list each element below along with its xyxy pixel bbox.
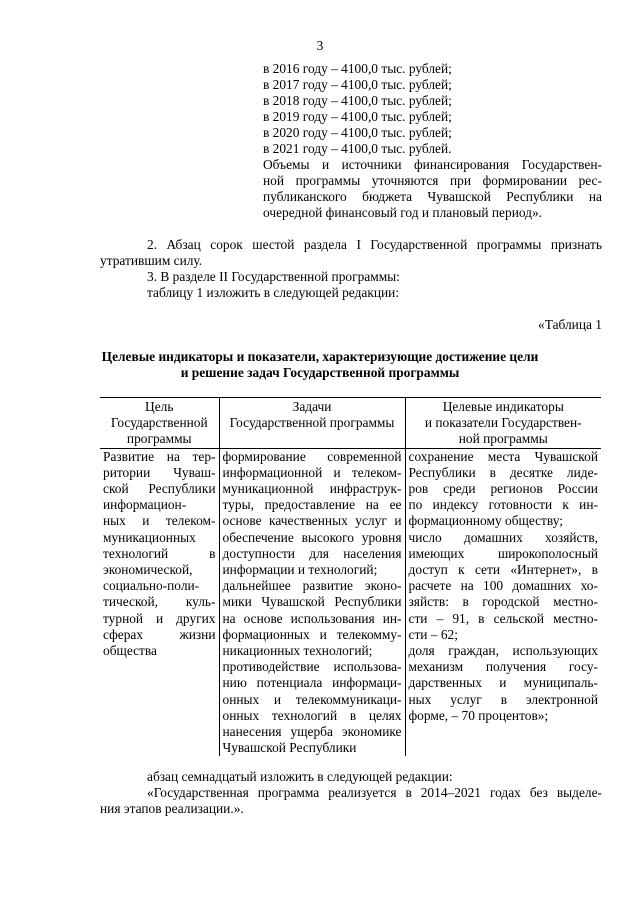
header-line: Государственной программы [229,415,395,431]
paragraph-3-line: таблицу 1 изложить в следующей редакции: [147,285,400,300]
cell-line: доля граждан, использующих [408,643,598,659]
cell-line: механизм получения госу- [408,659,598,675]
cell-line: нанесения ущерба экономике [222,724,402,740]
header-goal [100,398,219,449]
header-line: программы [126,431,192,447]
cell-line: онных технологий в целях [222,707,402,723]
cell-line: ритории Чуваш- [103,464,216,480]
cell-line: онных и телекоммуникаци- [222,691,402,707]
paragraph-2-line: 2. Абзац сорок шестой раздела I Государственной программы признать [147,237,602,252]
header-line: Задачи [292,399,332,414]
cell-line: ской Республики [103,481,216,497]
cell-line: турной и других [103,610,216,626]
cell-line: информацион- [103,497,187,513]
cell-line: форме, – 70 процентов»; [408,707,549,723]
year-line: в 2017 году – 4100,0 тыс. рублей; [263,77,452,92]
cell-goal [100,448,219,756]
cell-line: муникационной инфраструк- [222,481,402,497]
cell-line: Чувашской Республики [222,740,357,756]
cell-line: число домашних хозяйств, [408,529,598,545]
year-line: в 2021 году – 4100,0 тыс. рублей. [263,141,452,156]
cell-tasks [219,448,405,756]
cell-line: Республики в десятке лиде- [408,464,598,480]
cell-line: зяйств: в городской местно- [408,594,598,610]
table-title: и решение задач Государственной программы [180,365,460,380]
cell-line: нию потенциала информаци- [222,675,402,691]
cell-line: дарственных и муниципаль- [408,675,598,691]
cell-line: Развитие на тер- [103,448,216,464]
after-table-line: абзац семнадцатый изложить в следующей редакции: [147,769,453,784]
note-line: Объемы и источники финансирования Государствен- [263,157,602,172]
cell-line: дальнейшее развитие эконо- [222,578,402,594]
cell-line: по индексу готовности к ин- [408,497,598,513]
after-table-line: ния этапов реализации.». [100,801,244,816]
paragraph-3-line: 3. В разделе II Государственной программы: [147,269,400,284]
year-line: в 2018 году – 4100,0 тыс. рублей; [263,93,452,108]
cell-line: информации и технологий; [222,562,378,578]
page-number: 3 [316,38,324,53]
cell-line: сохранение места Чувашской [408,448,598,464]
cell-line: противодействие использова- [222,659,402,675]
cell-indicators [405,448,601,756]
cell-line: обеспечение высокого уровня [222,529,402,545]
note-line: ной программы уточняются при формировании рес- [263,173,602,188]
cell-line: формационных и телекомму- [222,626,402,642]
cell-line: основе качественных услуг и [222,513,402,529]
cell-line: ных и телеком- [103,513,216,529]
header-tasks [219,398,405,449]
cell-line: на основе использования ин- [222,610,402,626]
cell-line: ных услуг в электронной [408,691,598,707]
cell-line: мики Чувашской Республики [222,594,402,610]
cell-line: тической, куль- [103,594,216,610]
header-line: Государственной [110,415,208,431]
cell-line: социально-поли- [103,578,200,594]
cell-line: экономической, [103,562,193,578]
cell-line: доступ к сети «Интернет», в [408,562,598,578]
cell-line: технологий в [103,545,216,561]
cell-line: расчете на 100 домашних хо- [408,578,598,594]
cell-line: информационной и телеком- [222,464,402,480]
table-title: Целевые индикаторы и показатели, характеризующие достижение цели [101,349,539,364]
cell-line: формационному обществу; [408,513,564,529]
header-indicators [405,398,601,449]
cell-line: формирование современной [222,448,402,464]
cell-line: имеющих широкополосный [408,545,598,561]
indicators-table [100,397,601,756]
note-line: публиканского бюджета Чувашской Республики на [263,189,602,204]
table-header-row [100,398,601,449]
year-line: в 2019 году – 4100,0 тыс. рублей; [263,109,452,124]
header-line: Цель [145,399,174,414]
header-line: и показатели Государствен- [424,415,582,431]
cell-line: ров среди регионов России [408,481,598,497]
note-line: очередной финансовый год и плановый период». [263,205,543,220]
table-label: «Таблица 1 [538,317,602,332]
cell-line: никационных технологий; [222,643,373,659]
cell-line: общества [103,643,157,659]
cell-line: сти – 91, в сельской местно- [408,610,598,626]
cell-line: сти – 62; [408,626,458,642]
cell-line: сферах жизни [103,626,216,642]
year-line: в 2016 году – 4100,0 тыс. рублей; [263,61,452,76]
year-line: в 2020 году – 4100,0 тыс. рублей; [263,125,452,140]
cell-line: туры, предоставление на ее [222,497,402,513]
cell-line: доступности для населения [222,545,402,561]
header-line: Целевые индикаторы [442,399,564,414]
after-table-line: «Государственная программа реализуется в 2014–2021 годах без выделе- [147,785,602,800]
cell-line: муникационных [103,529,196,545]
header-line: ной программы [458,431,548,447]
table-row [100,448,601,756]
paragraph-2-line: утратившим силу. [100,253,203,268]
